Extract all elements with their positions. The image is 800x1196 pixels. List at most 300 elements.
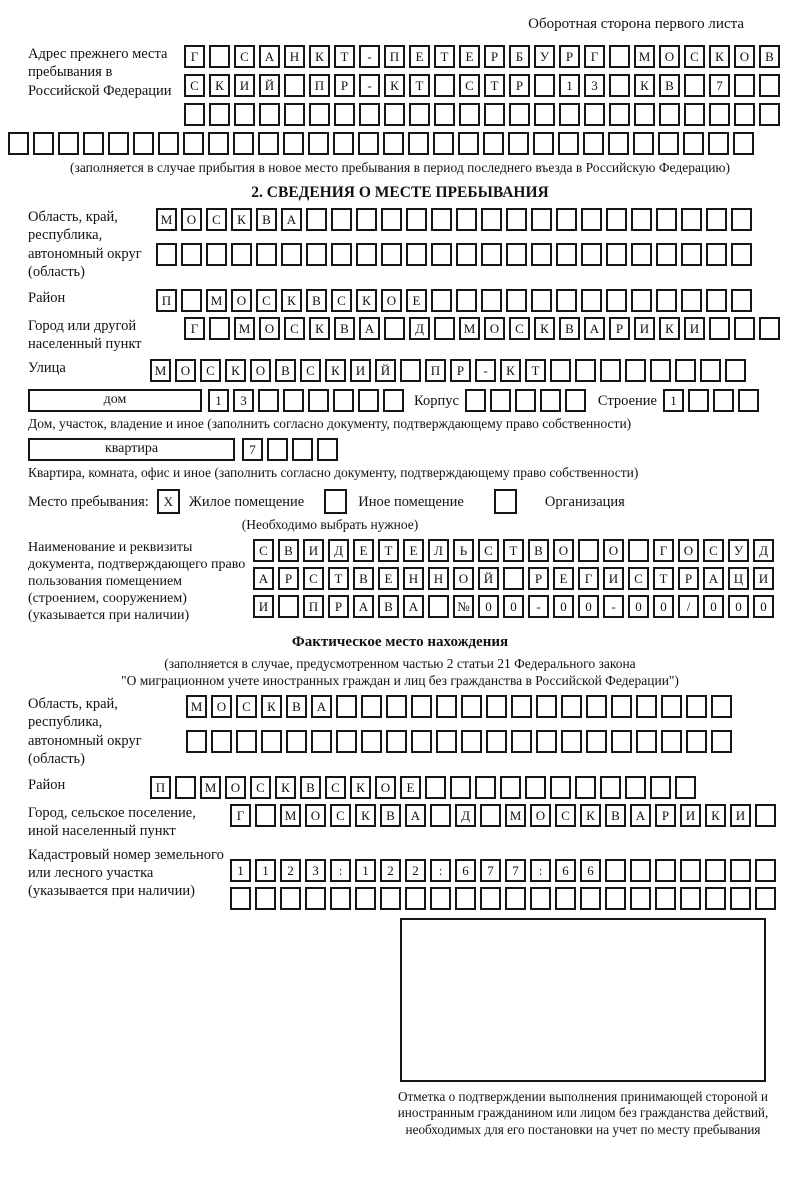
char-box[interactable] — [58, 132, 79, 155]
char-box[interactable]: С — [303, 567, 324, 590]
char-box[interactable] — [628, 539, 649, 562]
char-box[interactable]: С — [509, 317, 530, 340]
char-box[interactable] — [686, 730, 707, 753]
char-box[interactable]: И — [680, 804, 701, 827]
char-box[interactable] — [609, 103, 630, 126]
char-box[interactable] — [434, 317, 455, 340]
char-box[interactable] — [333, 132, 354, 155]
char-box[interactable] — [483, 132, 504, 155]
char-box[interactable]: А — [584, 317, 605, 340]
char-box[interactable] — [658, 132, 679, 155]
char-box[interactable] — [709, 103, 730, 126]
char-box[interactable] — [186, 730, 207, 753]
char-box[interactable] — [506, 243, 527, 266]
char-box[interactable]: 0 — [553, 595, 574, 618]
char-box[interactable]: Т — [328, 567, 349, 590]
char-box[interactable]: С — [206, 208, 227, 231]
char-box[interactable]: С — [300, 359, 321, 382]
char-box[interactable]: К — [356, 289, 377, 312]
char-box[interactable]: А — [353, 595, 374, 618]
char-box[interactable] — [455, 887, 476, 910]
char-box[interactable] — [656, 289, 677, 312]
char-box[interactable]: В — [306, 289, 327, 312]
char-box[interactable] — [209, 103, 230, 126]
char-box[interactable]: С — [555, 804, 576, 827]
char-box[interactable]: О — [678, 539, 699, 562]
char-box[interactable]: А — [703, 567, 724, 590]
char-box[interactable]: М — [200, 776, 221, 799]
char-box[interactable] — [434, 74, 455, 97]
char-box[interactable] — [431, 243, 452, 266]
char-box[interactable] — [578, 539, 599, 562]
char-box[interactable] — [706, 208, 727, 231]
char-box[interactable] — [456, 243, 477, 266]
char-box[interactable] — [283, 389, 304, 412]
char-box[interactable] — [711, 695, 732, 718]
char-box[interactable]: 1 — [663, 389, 684, 412]
char-box[interactable] — [236, 730, 257, 753]
char-box[interactable]: В — [278, 539, 299, 562]
char-box[interactable] — [500, 776, 521, 799]
char-box[interactable] — [428, 595, 449, 618]
char-box[interactable]: П — [303, 595, 324, 618]
char-box[interactable] — [675, 359, 696, 382]
char-box[interactable]: В — [559, 317, 580, 340]
char-box[interactable] — [536, 730, 557, 753]
char-box[interactable] — [411, 695, 432, 718]
char-box[interactable]: М — [186, 695, 207, 718]
char-box[interactable] — [331, 243, 352, 266]
char-box[interactable] — [230, 887, 251, 910]
char-box[interactable]: : — [430, 859, 451, 882]
char-box[interactable] — [480, 887, 501, 910]
char-box[interactable] — [630, 859, 651, 882]
char-box[interactable] — [550, 776, 571, 799]
char-box[interactable] — [575, 776, 596, 799]
char-box[interactable]: В — [300, 776, 321, 799]
char-box[interactable] — [208, 132, 229, 155]
char-box[interactable]: А — [403, 595, 424, 618]
char-box[interactable]: Т — [653, 567, 674, 590]
char-box[interactable] — [461, 730, 482, 753]
char-box[interactable]: П — [425, 359, 446, 382]
char-box[interactable] — [156, 243, 177, 266]
char-box[interactable] — [625, 359, 646, 382]
char-box[interactable] — [183, 132, 204, 155]
char-box[interactable]: 0 — [703, 595, 724, 618]
char-box[interactable]: Р — [278, 567, 299, 590]
char-box[interactable] — [331, 208, 352, 231]
char-box[interactable]: К — [534, 317, 555, 340]
char-box[interactable]: К — [634, 74, 655, 97]
char-box[interactable] — [433, 132, 454, 155]
char-box[interactable]: Г — [578, 567, 599, 590]
char-box[interactable] — [258, 132, 279, 155]
char-box[interactable]: 3 — [233, 389, 254, 412]
char-box[interactable] — [430, 887, 451, 910]
char-box[interactable] — [359, 103, 380, 126]
char-box[interactable] — [700, 359, 721, 382]
char-box[interactable]: В — [334, 317, 355, 340]
char-box[interactable] — [234, 103, 255, 126]
char-box[interactable] — [688, 389, 709, 412]
char-box[interactable]: О — [484, 317, 505, 340]
char-box[interactable] — [631, 243, 652, 266]
char-box[interactable] — [506, 289, 527, 312]
char-box[interactable]: Ь — [453, 539, 474, 562]
char-box[interactable] — [83, 132, 104, 155]
char-box[interactable] — [181, 289, 202, 312]
char-box[interactable] — [631, 208, 652, 231]
char-box[interactable]: Р — [609, 317, 630, 340]
char-box[interactable]: Д — [409, 317, 430, 340]
char-box[interactable] — [380, 887, 401, 910]
char-box[interactable] — [608, 132, 629, 155]
char-box[interactable] — [490, 389, 511, 412]
char-box[interactable]: О — [659, 45, 680, 68]
char-box[interactable] — [231, 243, 252, 266]
char-box[interactable] — [636, 730, 657, 753]
char-box[interactable] — [305, 887, 326, 910]
char-box[interactable]: С — [628, 567, 649, 590]
char-box[interactable]: И — [753, 567, 774, 590]
char-box[interactable]: Д — [753, 539, 774, 562]
char-box[interactable]: Ц — [728, 567, 749, 590]
char-box[interactable] — [509, 103, 530, 126]
char-box[interactable] — [675, 776, 696, 799]
char-box[interactable]: В — [759, 45, 780, 68]
char-box[interactable]: С — [330, 804, 351, 827]
char-box[interactable] — [556, 243, 577, 266]
char-box[interactable] — [683, 132, 704, 155]
char-box[interactable] — [586, 730, 607, 753]
char-box[interactable] — [486, 695, 507, 718]
char-box[interactable]: Д — [455, 804, 476, 827]
char-box[interactable] — [336, 730, 357, 753]
char-box[interactable] — [175, 776, 196, 799]
char-box[interactable]: : — [330, 859, 351, 882]
char-box[interactable] — [759, 74, 780, 97]
char-box[interactable] — [584, 103, 605, 126]
char-box[interactable]: - — [475, 359, 496, 382]
char-box[interactable] — [534, 103, 555, 126]
char-box[interactable] — [634, 103, 655, 126]
char-box[interactable] — [425, 776, 446, 799]
char-box[interactable]: В — [353, 567, 374, 590]
char-box[interactable]: О — [453, 567, 474, 590]
organizatsiya-checkbox[interactable] — [494, 489, 517, 514]
char-box[interactable] — [550, 359, 571, 382]
char-box[interactable] — [386, 695, 407, 718]
char-box[interactable] — [511, 730, 532, 753]
char-box[interactable]: К — [281, 289, 302, 312]
char-box[interactable]: - — [603, 595, 624, 618]
char-box[interactable]: М — [280, 804, 301, 827]
char-box[interactable]: Н — [428, 567, 449, 590]
char-box[interactable] — [531, 243, 552, 266]
char-box[interactable] — [565, 389, 586, 412]
char-box[interactable] — [600, 359, 621, 382]
char-box[interactable]: М — [459, 317, 480, 340]
char-box[interactable]: Т — [378, 539, 399, 562]
char-box[interactable] — [680, 887, 701, 910]
char-box[interactable] — [508, 132, 529, 155]
char-box[interactable]: С — [184, 74, 205, 97]
char-box[interactable] — [480, 804, 501, 827]
char-box[interactable] — [406, 208, 427, 231]
char-box[interactable]: 3 — [584, 74, 605, 97]
char-box[interactable] — [734, 103, 755, 126]
char-box[interactable] — [481, 243, 502, 266]
char-box[interactable]: О — [734, 45, 755, 68]
char-box[interactable]: К — [275, 776, 296, 799]
char-box[interactable] — [515, 389, 536, 412]
char-box[interactable] — [708, 132, 729, 155]
char-box[interactable] — [456, 208, 477, 231]
char-box[interactable]: А — [405, 804, 426, 827]
char-box[interactable]: 2 — [280, 859, 301, 882]
char-box[interactable] — [506, 208, 527, 231]
char-box[interactable] — [356, 243, 377, 266]
char-box[interactable] — [181, 243, 202, 266]
char-box[interactable]: О — [375, 776, 396, 799]
char-box[interactable]: С — [200, 359, 221, 382]
char-box[interactable] — [184, 103, 205, 126]
char-box[interactable]: № — [453, 595, 474, 618]
char-box[interactable]: Е — [409, 45, 430, 68]
char-box[interactable]: С — [236, 695, 257, 718]
char-box[interactable] — [158, 132, 179, 155]
char-box[interactable]: 7 — [709, 74, 730, 97]
char-box[interactable]: И — [253, 595, 274, 618]
char-box[interactable] — [108, 132, 129, 155]
char-box[interactable]: 1 — [559, 74, 580, 97]
char-box[interactable]: Е — [406, 289, 427, 312]
char-box[interactable] — [383, 389, 404, 412]
char-box[interactable] — [309, 103, 330, 126]
char-box[interactable]: В — [275, 359, 296, 382]
char-box[interactable] — [209, 45, 230, 68]
char-box[interactable] — [281, 243, 302, 266]
char-box[interactable]: О — [181, 208, 202, 231]
char-box[interactable]: Д — [328, 539, 349, 562]
char-box[interactable]: 3 — [305, 859, 326, 882]
char-box[interactable] — [308, 132, 329, 155]
char-box[interactable] — [575, 359, 596, 382]
char-box[interactable]: 0 — [653, 595, 674, 618]
char-box[interactable] — [680, 859, 701, 882]
char-box[interactable] — [540, 389, 561, 412]
char-box[interactable]: О — [530, 804, 551, 827]
char-box[interactable] — [334, 103, 355, 126]
char-box[interactable] — [411, 730, 432, 753]
char-box[interactable]: К — [580, 804, 601, 827]
char-box[interactable]: С — [234, 45, 255, 68]
char-box[interactable]: К — [709, 45, 730, 68]
char-box[interactable]: О — [231, 289, 252, 312]
char-box[interactable] — [759, 103, 780, 126]
char-box[interactable]: К — [209, 74, 230, 97]
char-box[interactable] — [409, 103, 430, 126]
char-box[interactable] — [731, 208, 752, 231]
char-box[interactable]: И — [350, 359, 371, 382]
char-box[interactable]: 6 — [580, 859, 601, 882]
char-box[interactable] — [611, 730, 632, 753]
char-box[interactable]: У — [728, 539, 749, 562]
char-box[interactable]: Р — [450, 359, 471, 382]
char-box[interactable] — [292, 438, 313, 461]
char-box[interactable] — [384, 317, 405, 340]
char-box[interactable]: Е — [378, 567, 399, 590]
char-box[interactable]: К — [659, 317, 680, 340]
char-box[interactable] — [586, 695, 607, 718]
char-box[interactable] — [525, 776, 546, 799]
char-box[interactable]: Б — [509, 45, 530, 68]
char-box[interactable]: 6 — [455, 859, 476, 882]
char-box[interactable] — [406, 243, 427, 266]
char-box[interactable]: О — [553, 539, 574, 562]
char-box[interactable]: В — [286, 695, 307, 718]
char-box[interactable] — [284, 74, 305, 97]
char-box[interactable] — [33, 132, 54, 155]
char-box[interactable] — [383, 132, 404, 155]
char-box[interactable]: П — [150, 776, 171, 799]
char-box[interactable] — [630, 887, 651, 910]
char-box[interactable]: Р — [678, 567, 699, 590]
char-box[interactable] — [408, 132, 429, 155]
char-box[interactable] — [738, 389, 759, 412]
char-box[interactable]: С — [284, 317, 305, 340]
char-box[interactable] — [705, 887, 726, 910]
char-box[interactable] — [655, 859, 676, 882]
char-box[interactable] — [631, 289, 652, 312]
char-box[interactable]: П — [156, 289, 177, 312]
char-box[interactable] — [431, 208, 452, 231]
char-box[interactable]: 0 — [478, 595, 499, 618]
char-box[interactable]: Й — [478, 567, 499, 590]
char-box[interactable]: 1 — [230, 859, 251, 882]
char-box[interactable] — [709, 317, 730, 340]
char-box[interactable] — [283, 132, 304, 155]
char-box[interactable]: Р — [559, 45, 580, 68]
char-box[interactable]: О — [211, 695, 232, 718]
char-box[interactable]: М — [150, 359, 171, 382]
zhiloe-checkbox[interactable]: X — [157, 489, 180, 514]
char-box[interactable] — [561, 695, 582, 718]
char-box[interactable]: А — [253, 567, 274, 590]
char-box[interactable]: Е — [400, 776, 421, 799]
char-box[interactable]: Г — [230, 804, 251, 827]
char-box[interactable]: Т — [525, 359, 546, 382]
char-box[interactable] — [681, 208, 702, 231]
char-box[interactable]: / — [678, 595, 699, 618]
char-box[interactable] — [481, 289, 502, 312]
char-box[interactable] — [734, 74, 755, 97]
char-box[interactable] — [686, 695, 707, 718]
char-box[interactable] — [655, 887, 676, 910]
char-box[interactable]: Т — [334, 45, 355, 68]
char-box[interactable] — [284, 103, 305, 126]
char-box[interactable] — [280, 887, 301, 910]
char-box[interactable] — [465, 389, 486, 412]
char-box[interactable]: Л — [428, 539, 449, 562]
char-box[interactable]: Г — [184, 45, 205, 68]
char-box[interactable]: С — [684, 45, 705, 68]
char-box[interactable]: С — [250, 776, 271, 799]
char-box[interactable]: Н — [284, 45, 305, 68]
char-box[interactable] — [384, 103, 405, 126]
char-box[interactable]: Е — [459, 45, 480, 68]
char-box[interactable] — [256, 243, 277, 266]
char-box[interactable] — [261, 730, 282, 753]
char-box[interactable]: У — [534, 45, 555, 68]
char-box[interactable] — [484, 103, 505, 126]
char-box[interactable]: Т — [484, 74, 505, 97]
char-box[interactable]: К — [705, 804, 726, 827]
char-box[interactable] — [759, 317, 780, 340]
char-box[interactable] — [605, 859, 626, 882]
char-box[interactable] — [536, 695, 557, 718]
char-box[interactable]: М — [156, 208, 177, 231]
char-box[interactable] — [636, 695, 657, 718]
char-box[interactable] — [734, 317, 755, 340]
char-box[interactable]: И — [684, 317, 705, 340]
char-box[interactable] — [209, 317, 230, 340]
char-box[interactable]: К — [350, 776, 371, 799]
char-box[interactable]: Г — [653, 539, 674, 562]
char-box[interactable] — [386, 730, 407, 753]
char-box[interactable] — [531, 208, 552, 231]
char-box[interactable] — [681, 243, 702, 266]
char-box[interactable]: В — [256, 208, 277, 231]
char-box[interactable] — [684, 74, 705, 97]
char-box[interactable] — [533, 132, 554, 155]
char-box[interactable] — [355, 887, 376, 910]
char-box[interactable]: К — [261, 695, 282, 718]
char-box[interactable]: Е — [353, 539, 374, 562]
char-box[interactable]: 6 — [555, 859, 576, 882]
char-box[interactable] — [725, 359, 746, 382]
char-box[interactable] — [656, 208, 677, 231]
char-box[interactable]: К — [309, 317, 330, 340]
char-box[interactable]: А — [311, 695, 332, 718]
char-box[interactable] — [259, 103, 280, 126]
char-box[interactable]: О — [250, 359, 271, 382]
char-box[interactable] — [559, 103, 580, 126]
char-box[interactable]: И — [603, 567, 624, 590]
char-box[interactable]: 2 — [380, 859, 401, 882]
char-box[interactable] — [681, 289, 702, 312]
char-box[interactable] — [606, 243, 627, 266]
char-box[interactable] — [706, 243, 727, 266]
char-box[interactable]: О — [381, 289, 402, 312]
char-box[interactable]: С — [478, 539, 499, 562]
char-box[interactable]: : — [530, 859, 551, 882]
char-box[interactable]: М — [234, 317, 255, 340]
char-box[interactable]: Р — [328, 595, 349, 618]
char-box[interactable] — [755, 804, 776, 827]
char-box[interactable]: 1 — [255, 859, 276, 882]
char-box[interactable]: И — [634, 317, 655, 340]
char-box[interactable] — [530, 887, 551, 910]
char-box[interactable]: - — [359, 74, 380, 97]
char-box[interactable]: 0 — [628, 595, 649, 618]
char-box[interactable] — [458, 132, 479, 155]
char-box[interactable]: Г — [184, 317, 205, 340]
char-box[interactable] — [511, 695, 532, 718]
char-box[interactable]: И — [303, 539, 324, 562]
char-box[interactable] — [558, 132, 579, 155]
